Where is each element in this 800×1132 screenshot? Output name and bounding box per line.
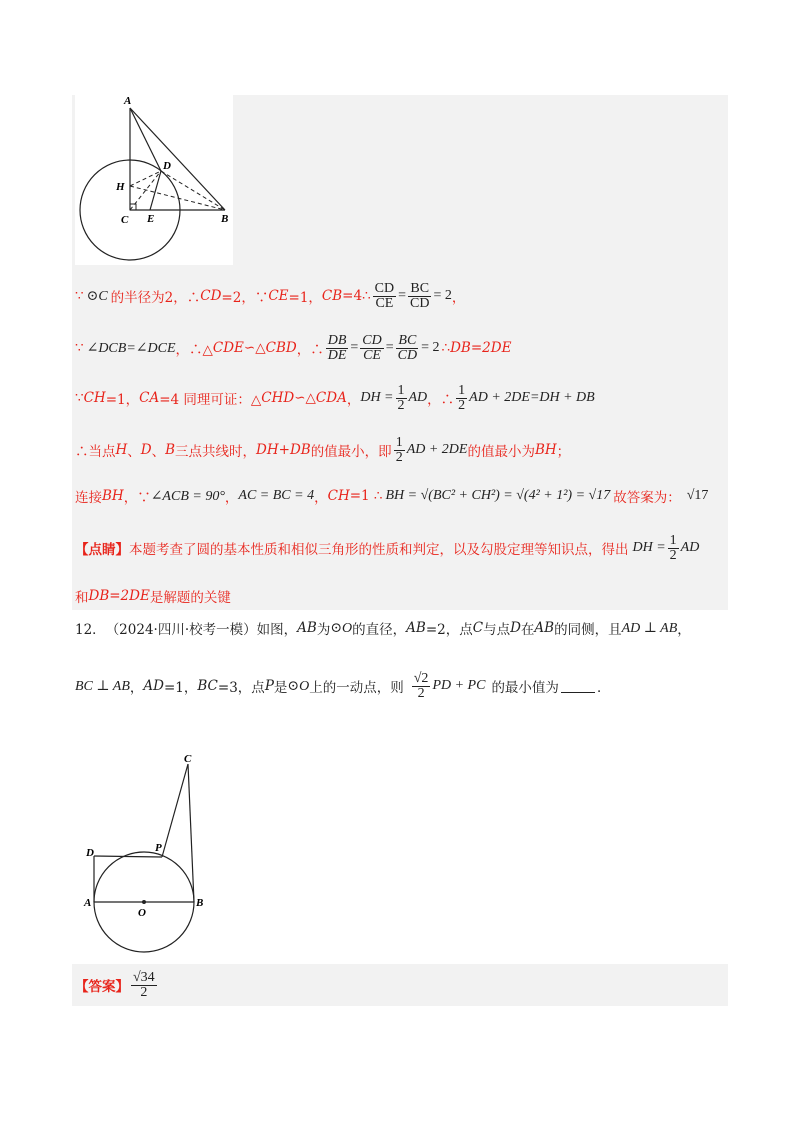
fraction: $\frac{CD}{CE}$ (374, 280, 395, 311)
label-c: C (121, 214, 129, 226)
label-c: C (184, 753, 192, 765)
label-d: D (163, 160, 171, 172)
problem-line-1: 12． （2024·四川·校考一模） 如图， AB 为 ⊙O 的直径， AB =2，点 C 与点 D 在 AB 的同侧，且 AD ⊥ AB ， (75, 620, 691, 638)
label-p: P (155, 842, 162, 854)
label-a: A (84, 897, 92, 909)
label-d: D (86, 847, 94, 859)
fraction: $\frac{BC}{CD}$ (397, 332, 418, 363)
label-h: H (116, 181, 125, 193)
fraction: $\frac{1}{2}$ (397, 382, 405, 413)
label-e: E (147, 213, 155, 225)
fraction: $\frac{1}{2}$ (395, 434, 403, 465)
fraction: $\frac{DB}{DE}$ (327, 332, 347, 363)
figure-1 (75, 95, 233, 265)
problem-line-2: BC ⊥ AB ， AD =1， BC =3，点 P 是 ⊙O 上的一动点，则 $\frac{√2}{2}$ PD + PC 的最小值为 ． (75, 670, 611, 701)
answer-line: 【答案】 $\frac{√34}{2}$ (75, 969, 155, 1000)
comment-line-2: 和 DB=2DE 是解题的关键 (75, 588, 231, 606)
fraction: $\frac{BC}{CD}$ (410, 280, 430, 311)
fraction: $\frac{1}{2}$ (669, 532, 677, 563)
label-b: B (196, 897, 204, 909)
solution-line-5: 连接 BH ，∵ ∠ACB = 90° ， AC = BC = 4 ， CH =1 ∴ BH = √(BC² + CH²) = √(4² + 1²) = √17 故答案为： √17 (75, 488, 709, 506)
fraction: $\frac{1}{2}$ (458, 382, 466, 413)
fraction: $\frac{√34}{2}$ (133, 969, 155, 1000)
comment-line-1: 【点睛】 本题考查了圆的基本性质和相似三角形的性质和判定，以及勾股定理等知识点，得出 DH = $\frac{1}{2}$ AD (75, 532, 700, 563)
label-a: A (124, 95, 132, 107)
solution-line-2: ∵ ∠DCB=∠DCE ，∴△ CDE ∽△ CBD ，∴ $\frac{DB}{DE}$ = $\frac{CD}{CE}$ = $\frac{BC}{CD}$ = 2 ∴ DB=2DE (75, 332, 512, 363)
fraction: $\frac{√2}{2}$ (413, 670, 429, 701)
solution-line-4: ∴当点 H 、 D 、 B 三点共线时， DH+DB 的值最小，即 $\frac{1}{2}$ AD + 2DE 的值最小为 BH ； (75, 434, 571, 465)
label-b: B (221, 213, 229, 225)
answer-box (72, 964, 728, 1006)
answer-blank (561, 680, 595, 693)
figure-2 (80, 750, 220, 955)
solution-line-1: ∵ ⊙C 的半径为2，∴ CD =2，∵ CE =1， CB =4∴ $\frac{CD}{CE}$ = $\frac{BC}{CD}$ = 2 ， (75, 280, 466, 311)
fraction: $\frac{CD}{CE}$ (362, 332, 382, 363)
label-o: O (138, 907, 146, 919)
solution-line-3: ∵ CH =1， CA =4 同理可证：△ CHD ∽△ CDA ， DH = $\frac{1}{2}$ AD ，∴ $\frac{1}{2}$ AD + 2DE=DH + DB (75, 382, 595, 413)
